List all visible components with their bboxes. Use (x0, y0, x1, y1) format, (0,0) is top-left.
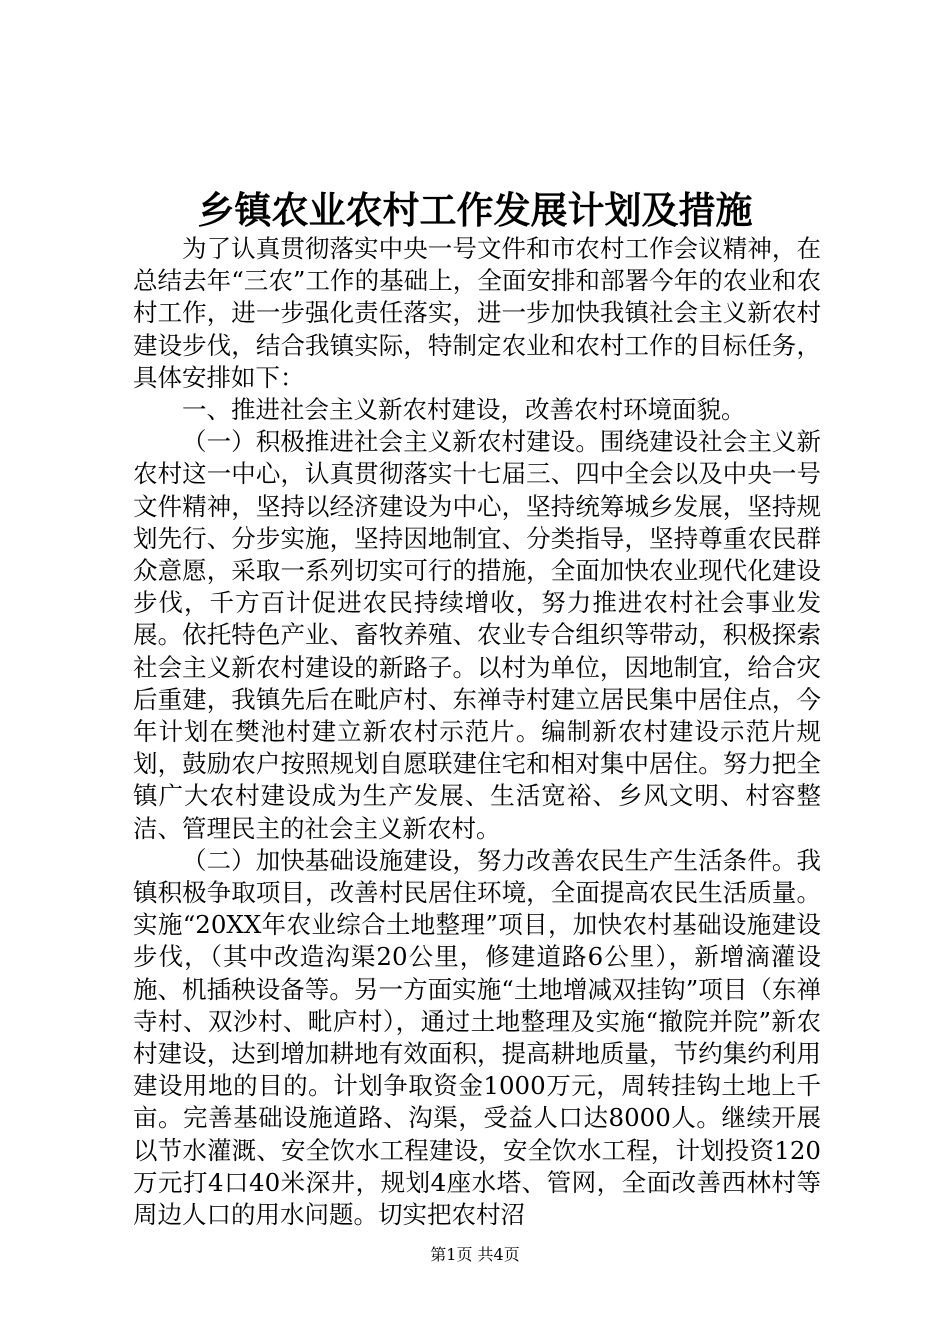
document-title: 乡镇农业农村工作发展计划及措施 (197, 188, 753, 232)
paragraph-subsection-2: （二）加快基础设施建设，努力改善农民生产生活条件。我镇积极争取项目，改善村民居住环境，全面提高农民生活质量。实施“20XX年农业综合土地整理”项目，加快农村基础设施建设步伐，（其中改造沟渠20公里，修建道路6公里），新增滴灌设施、机插秧设备等。另一方面实施“土地增减双挂钩”项目（东禅寺村、双沙村、毗庐村），通过土地整理及实施“撤院并院”新农村建设，达到增加耕地有效面积，提高耕地质量，节约集约利用建设用地的目的。计划争取资金1000万元，周转挂钩土地上千亩。完善基础设施道路、沟渠，受益人口达8000人。继续开展以节水灌溉、安全饮水工程建设，安全饮水工程，计划投资120万元打4口40米深井，规划4座水塔、管网，全面改善西林村等周边人口的用水问题。切实把农村沼 (133, 845, 821, 1230)
paragraph-subsection-1: （一）积极推进社会主义新农村建设。围绕建设社会主义新农村这一中心，认真贯彻落实十七届三、四中全会以及中央一号文件精神，坚持以经济建设为中心，坚持统筹城乡发展，坚持规划先行、分步实施，坚持因地制宜、分类指导，坚持尊重农民群众意愿，采取一系列切实可行的措施，全面加快农业现代化建设步伐，千方百计促进农民持续增收，努力推进农村社会事业发展。依托特色产业、畜牧养殖、农业专合组织等带动，积极探索社会主义新农村建设的新路子。以村为单位，因地制宜，给合灾后重建，我镇先后在毗庐村、东禅寺村建立居民集中居住点，今年计划在樊池村建立新农村示范片。编制新农村建设示范片规划，鼓励农户按照规划自愿联建住宅和相对集中居住。努力把全镇广大农村建设成为生产发展、生活宽裕、乡风文明、村容整洁、管理民主的社会主义新农村。 (133, 427, 821, 843)
document-body (133, 233, 821, 1231)
section-heading-1: 一、推进社会主义新农村建设，改善农村环境面貌。 (182, 395, 746, 425)
paragraph-intro: 为了认真贯彻落实中央一号文件和市农村工作会议精神，在总结去年“三农”工作的基础上，全面安排和部署今年的农业和农村工作，进一步强化责任落实，进一步加快我镇社会主义新农村建设步伐，结合我镇实际，特制定农业和农村工作的目标任务，具体安排如下： (133, 234, 821, 392)
page-number-footer: 第1页 共4页 (430, 1245, 520, 1264)
